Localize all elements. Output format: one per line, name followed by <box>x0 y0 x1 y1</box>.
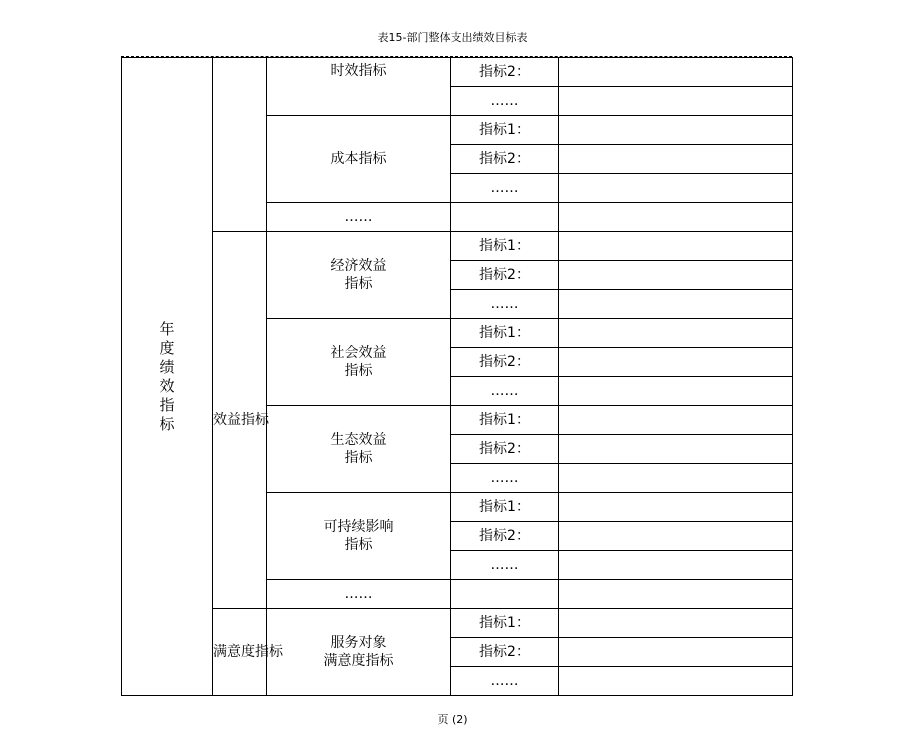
level3-economic-benefit <box>267 232 451 319</box>
level1-char: 年 <box>159 319 175 338</box>
indicator-ellipsis: …… <box>451 551 559 580</box>
level2-benefit: 效益指标 <box>213 232 267 609</box>
level3-label-line: 指标 <box>344 450 373 466</box>
indicator-label: 指标2： <box>451 261 559 290</box>
indicator-value-cell <box>559 667 793 696</box>
indicator-label: 指标2： <box>451 58 559 87</box>
level3-sustainable-impact <box>267 493 451 580</box>
level3-service-satisfaction <box>267 609 451 696</box>
indicator-value-cell <box>559 116 793 145</box>
indicator-ellipsis: …… <box>451 464 559 493</box>
indicator-ellipsis: …… <box>451 290 559 319</box>
level3-social-benefit <box>267 319 451 406</box>
level3-label-line: 社会效益 <box>330 345 387 361</box>
indicator-empty <box>451 580 559 609</box>
indicator-value-cell <box>559 348 793 377</box>
indicator-value-cell <box>559 435 793 464</box>
level3-label-line: 满意度指标 <box>323 653 394 669</box>
indicator-value-cell <box>559 464 793 493</box>
indicator-value-cell <box>559 145 793 174</box>
indicator-ellipsis: …… <box>451 667 559 696</box>
indicator-value-cell <box>559 406 793 435</box>
indicator-label: 指标2： <box>451 522 559 551</box>
level1-char: 绩 <box>159 357 175 376</box>
indicator-value-cell <box>559 319 793 348</box>
level3-label-line: 生态效益 <box>330 432 387 448</box>
indicator-label: 指标1： <box>451 232 559 261</box>
level1-char: 效 <box>159 376 175 395</box>
indicator-value-cell <box>559 232 793 261</box>
level3-label-line: 指标 <box>344 363 373 379</box>
level3-label-line: 服务对象 <box>330 635 387 651</box>
indicator-value-cell <box>559 493 793 522</box>
indicator-empty <box>451 203 559 232</box>
level3-label-line: 经济效益 <box>330 258 387 274</box>
level3-ecological-benefit <box>267 406 451 493</box>
level2-satisfaction: 满意度指标 <box>213 609 267 696</box>
level3-label-line: 指标 <box>344 276 373 292</box>
indicator-label: 指标1： <box>451 406 559 435</box>
indicator-label: 指标2： <box>451 435 559 464</box>
level3-cost: 成本指标 <box>267 116 451 203</box>
indicator-value-cell <box>559 609 793 638</box>
indicator-value-cell <box>559 174 793 203</box>
indicator-ellipsis: …… <box>451 174 559 203</box>
level3-label-line: 指标 <box>344 537 373 553</box>
indicator-ellipsis: …… <box>451 87 559 116</box>
level2-output-indicators <box>213 58 267 232</box>
table-title: 表15-部门整体支出绩效目标表 <box>377 31 528 44</box>
indicator-label: 指标2： <box>451 145 559 174</box>
indicator-label: 指标1： <box>451 319 559 348</box>
indicator-value-cell <box>559 290 793 319</box>
level1-char: 度 <box>159 338 175 357</box>
indicator-value-cell <box>559 87 793 116</box>
indicator-value-cell <box>559 580 793 609</box>
indicator-label: 指标2： <box>451 638 559 667</box>
indicator-ellipsis: …… <box>451 377 559 406</box>
level3-timeliness: 时效指标 <box>267 58 451 116</box>
indicator-value-cell <box>559 58 793 87</box>
indicator-label: 指标1： <box>451 116 559 145</box>
level1-annual-performance-indicators <box>122 58 213 696</box>
indicator-value-cell <box>559 377 793 406</box>
level3-ellipsis: …… <box>267 203 451 232</box>
indicator-value-cell <box>559 203 793 232</box>
indicator-label: 指标1： <box>451 609 559 638</box>
level1-char: 指 <box>159 395 175 414</box>
indicator-label: 指标1： <box>451 493 559 522</box>
indicator-value-cell <box>559 522 793 551</box>
indicator-value-cell <box>559 551 793 580</box>
indicator-value-cell <box>559 261 793 290</box>
page-footer: 页 (2) <box>437 713 468 726</box>
indicator-label: 指标2： <box>451 348 559 377</box>
level3-ellipsis: …… <box>267 580 451 609</box>
level3-label-line: 可持续影响 <box>323 519 394 535</box>
indicator-value-cell <box>559 638 793 667</box>
performance-target-table <box>121 57 793 696</box>
level1-char: 标 <box>159 414 175 433</box>
